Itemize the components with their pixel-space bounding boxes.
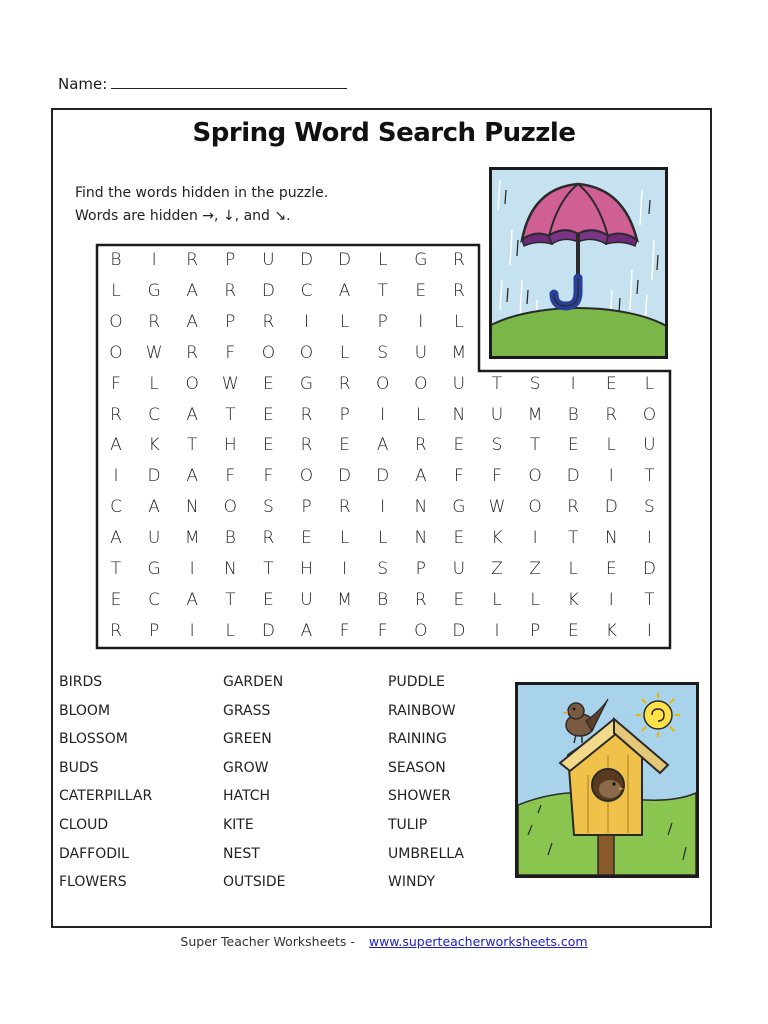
grid-letter[interactable]: R [414, 435, 427, 456]
grid-letter[interactable]: E [567, 620, 579, 641]
grid-letter[interactable]: O [414, 373, 428, 394]
grid-letter[interactable]: Z [529, 559, 541, 579]
footer [0, 934, 768, 949]
grid-letter[interactable]: L [377, 250, 388, 270]
grid-letter[interactable]: G [414, 250, 428, 270]
word-item: UMBRELLA [388, 845, 465, 862]
grid-letter[interactable]: E [453, 589, 465, 610]
grid-letter[interactable]: A [376, 435, 389, 456]
word-item: WINDY [388, 874, 436, 891]
grid-letter[interactable]: O [375, 373, 390, 394]
grid-letter[interactable]: I [418, 311, 424, 332]
grid-letter[interactable]: T [644, 466, 655, 487]
grid-letter[interactable]: L [568, 559, 578, 579]
grid-letter[interactable]: S [529, 373, 541, 394]
grid-letter[interactable]: T [377, 280, 388, 301]
grid-letter[interactable]: I [570, 373, 576, 394]
grid-letter[interactable]: P [148, 620, 160, 641]
grid-letter[interactable]: L [339, 311, 350, 332]
instructions-line-2: Words are hidden →, ↓, and ↘. [75, 208, 291, 224]
grid-letter[interactable]: U [452, 559, 466, 579]
grid-letter[interactable]: D [452, 620, 466, 641]
grid-letter[interactable]: E [110, 589, 122, 610]
word-item: GROW [223, 759, 269, 776]
grid-letter[interactable]: R [567, 497, 580, 518]
grid-letter[interactable]: R [262, 528, 275, 549]
grid-letter[interactable]: R [262, 311, 275, 332]
word-item: BLOSSOM [59, 731, 128, 748]
grid-letter[interactable]: F [263, 466, 274, 487]
grid-letter[interactable]: L [377, 528, 388, 549]
grid-letter[interactable]: T [263, 559, 274, 579]
grid-letter[interactable]: R [224, 280, 237, 301]
birdhouse-icon [515, 682, 699, 878]
grid-letter[interactable]: I [494, 620, 500, 641]
grid-letter[interactable]: A [110, 435, 122, 456]
grid-letter[interactable]: A [186, 589, 198, 610]
grid-letter[interactable]: O [299, 342, 314, 363]
grid-letter[interactable]: I [151, 250, 157, 270]
grid-letter[interactable]: L [111, 280, 121, 301]
grid-letter[interactable]: C [148, 589, 161, 610]
grid-letter[interactable]: A [186, 311, 198, 332]
grid-letter[interactable]: C [300, 280, 313, 301]
grid-letter[interactable]: L [530, 589, 540, 610]
grid-letter[interactable]: B [567, 404, 579, 425]
grid-letter[interactable]: D [338, 250, 352, 270]
grid-letter[interactable]: B [377, 589, 389, 610]
grid-letter[interactable]: S [262, 497, 274, 518]
grid-letter[interactable]: R [338, 373, 351, 394]
grid-letter[interactable]: P [377, 311, 388, 332]
grid-letter[interactable]: G [299, 373, 314, 394]
grid-letter[interactable]: U [643, 435, 656, 456]
grid-letter[interactable]: F [454, 466, 464, 487]
grid-letter[interactable]: E [605, 373, 617, 394]
grid-letter[interactable]: P [415, 559, 426, 579]
grid-letter[interactable]: N [223, 559, 237, 579]
grid-letter[interactable]: R [110, 620, 122, 641]
grid-letter[interactable]: L [606, 435, 617, 456]
grid-letter[interactable]: A [300, 620, 313, 641]
word-item: BUDS [59, 759, 99, 776]
grid-letter[interactable]: C [148, 404, 161, 425]
word-item: BLOOM [59, 702, 111, 719]
grid-letter[interactable]: E [263, 404, 274, 425]
word-item: CLOUD [59, 816, 109, 833]
grid-letter[interactable]: N [604, 528, 618, 549]
grid-letter[interactable]: T [644, 589, 655, 610]
grid-letter[interactable]: G [452, 497, 466, 518]
grid-letter[interactable]: U [262, 250, 275, 270]
grid-letter[interactable]: A [148, 497, 160, 518]
grid-letter[interactable]: U [452, 373, 466, 394]
grid-letter[interactable]: A [110, 528, 122, 549]
word-item: HATCH [223, 788, 271, 805]
arrow-right-icon: → [202, 208, 215, 224]
grid-letter[interactable]: D [261, 280, 275, 301]
grid-letter[interactable]: I [189, 620, 195, 641]
grid-letter[interactable]: R [605, 404, 618, 425]
grid-letter[interactable]: U [490, 404, 504, 425]
grid-letter[interactable]: L [339, 342, 350, 363]
grid-letter[interactable]: O [223, 497, 237, 518]
grid-letter[interactable]: S [643, 497, 655, 518]
grid-letter[interactable]: I [342, 559, 348, 579]
grid-letter[interactable]: E [567, 435, 579, 456]
grid-letter[interactable]: P [529, 620, 541, 641]
word-list-column-2 [223, 672, 285, 901]
grid-letter[interactable]: O [109, 311, 123, 332]
word-item: GRASS [223, 702, 271, 719]
grid-letter[interactable]: D [338, 466, 352, 487]
grid-letter[interactable]: I [608, 589, 614, 610]
grid-letter[interactable]: T [225, 589, 236, 610]
footer-brand: Super Teacher Worksheets - [180, 934, 355, 949]
grid-letter[interactable]: E [453, 528, 465, 549]
grid-letter[interactable]: Z [491, 559, 503, 579]
grid-letter[interactable]: K [605, 620, 617, 641]
grid-letter[interactable]: D [566, 466, 580, 487]
grid-letter[interactable]: T [225, 404, 236, 425]
word-item: NEST [223, 845, 260, 862]
grid-letter[interactable]: M [527, 404, 543, 425]
grid-letter[interactable]: F [111, 373, 121, 394]
grid-letter[interactable]: I [303, 311, 309, 332]
grid-letter[interactable]: L [339, 528, 350, 549]
grid-letter[interactable]: P [225, 311, 236, 332]
grid-letter[interactable]: O [414, 620, 428, 641]
word-item: OUTSIDE [223, 874, 286, 891]
grid-letter[interactable]: E [301, 528, 312, 549]
grid-letter[interactable]: P [301, 497, 312, 518]
grid-letter[interactable]: E [453, 435, 465, 456]
word-item: KITE [223, 816, 254, 833]
grid-letter[interactable]: I [532, 528, 538, 549]
word-item: BIRDS [59, 674, 103, 690]
grid-letter[interactable]: E [605, 559, 617, 579]
grid-letter[interactable]: H [300, 559, 313, 579]
grid-letter[interactable]: F [492, 466, 502, 487]
grid-letter[interactable]: L [454, 311, 464, 332]
grid-letter[interactable]: W [221, 373, 239, 394]
grid-letter[interactable]: T [186, 435, 198, 456]
word-item: GREEN [223, 731, 272, 748]
grid-letter[interactable]: E [263, 589, 274, 610]
grid-letter[interactable]: P [225, 250, 236, 270]
grid-letter[interactable]: A [414, 466, 427, 487]
grid-letter[interactable]: I [608, 466, 614, 487]
grid-letter[interactable]: F [225, 466, 236, 487]
grid-letter[interactable]: W [145, 342, 163, 363]
grid-letter[interactable]: D [147, 466, 161, 487]
grid-letter[interactable]: L [492, 589, 502, 610]
grid-letter[interactable]: D [604, 497, 618, 518]
grid-letter[interactable]: G [147, 280, 161, 301]
grid-letter[interactable]: I [380, 404, 386, 425]
grid-letter[interactable]: R [148, 311, 160, 332]
grid-letter[interactable]: D [261, 620, 275, 641]
grid-letter[interactable]: G [147, 559, 161, 579]
grid-letter[interactable]: U [147, 528, 161, 549]
grid-letter[interactable]: R [300, 404, 313, 425]
grid-letter[interactable]: T [491, 373, 503, 394]
grid-letter[interactable]: R [110, 404, 122, 425]
grid-letter[interactable]: E [339, 435, 350, 456]
grid-letter[interactable]: O [642, 404, 657, 425]
grid-letter[interactable]: R [300, 435, 313, 456]
grid-letter[interactable]: B [110, 250, 122, 270]
grid-letter[interactable]: D [376, 466, 390, 487]
grid-letter[interactable]: T [110, 559, 122, 579]
grid-letter[interactable]: K [491, 528, 503, 549]
grid-letter[interactable]: N [452, 404, 466, 425]
grid-letter[interactable]: F [339, 620, 350, 641]
word-item: SHOWER [388, 788, 451, 805]
grid-letter[interactable]: H [223, 435, 237, 456]
grid-letter[interactable]: I [646, 528, 652, 549]
arrow-down-icon: ↓ [222, 208, 235, 224]
grid-letter[interactable]: N [185, 497, 199, 518]
grid-letter[interactable]: F [225, 342, 236, 363]
grid-letter[interactable]: L [149, 373, 159, 394]
arrow-diagonal-icon: ↘ [274, 208, 287, 224]
grid-letter[interactable]: M [184, 528, 200, 549]
grid-letter[interactable]: E [263, 373, 274, 394]
word-item: PUDDLE [388, 674, 445, 690]
grid-letter[interactable]: I [113, 466, 119, 487]
grid-letter[interactable]: I [380, 497, 386, 518]
grid-letter[interactable]: O [109, 342, 123, 363]
word-list-column-3 [388, 672, 464, 901]
grid-letter[interactable]: M [337, 589, 352, 610]
grid-letter[interactable]: F [377, 620, 388, 641]
grid-letter[interactable]: L [416, 404, 426, 425]
word-item: RAINBOW [388, 702, 456, 719]
grid-letter[interactable]: R [452, 250, 465, 270]
grid-letter[interactable]: A [338, 280, 351, 301]
grid-letter[interactable]: W [488, 497, 506, 518]
grid-letter[interactable]: P [339, 404, 350, 425]
grid-letter[interactable]: C [110, 497, 122, 518]
grid-letter[interactable]: T [529, 435, 541, 456]
grid-letter[interactable]: L [225, 620, 236, 641]
grid-letter[interactable]: R [452, 280, 465, 301]
footer-link[interactable]: www.superteacherworksheets.com [368, 934, 588, 949]
grid-letter[interactable]: O [528, 497, 542, 518]
grid-letter[interactable]: O [299, 466, 314, 487]
grid-letter[interactable]: N [414, 497, 428, 518]
grid-letter[interactable]: E [415, 280, 427, 301]
word-list-column-1 [59, 672, 152, 901]
grid-letter[interactable]: K [148, 435, 160, 456]
grid-letter[interactable]: U [414, 342, 428, 363]
grid-letter[interactable]: A [186, 404, 198, 425]
grid-letter[interactable]: O [185, 373, 199, 394]
grid-letter[interactable]: I [646, 620, 652, 641]
word-item: FLOWERS [59, 874, 127, 891]
word-item: TULIP [388, 816, 428, 833]
word-item: DAFFODIL [59, 845, 129, 862]
word-item: RAINING [388, 731, 447, 748]
word-item: CATERPILLAR [59, 788, 153, 805]
word-item: GARDEN [223, 674, 284, 690]
grid-letter[interactable]: E [263, 435, 274, 456]
grid-letter[interactable]: O [528, 466, 542, 487]
grid-letter[interactable]: B [224, 528, 236, 549]
grid-letter[interactable]: I [189, 559, 195, 579]
grid-letter[interactable]: D [642, 559, 656, 579]
grid-letter[interactable]: U [300, 589, 313, 610]
grid-letter[interactable]: M [451, 342, 467, 363]
grid-letter[interactable]: R [414, 589, 427, 610]
grid-letter[interactable]: R [186, 342, 199, 363]
grid-letter[interactable]: S [377, 342, 389, 363]
grid-letter[interactable]: D [299, 250, 314, 270]
grid-letter[interactable]: A [186, 466, 198, 487]
page-title: Spring Word Search Puzzle [192, 118, 576, 148]
instructions-line-1: Find the words hidden in the puzzle. [75, 185, 329, 201]
grid-letter[interactable]: A [186, 280, 198, 301]
word-item: SEASON [388, 759, 446, 776]
grid-letter[interactable]: R [186, 250, 199, 270]
grid-letter[interactable]: T [567, 528, 579, 549]
grid-letter[interactable]: R [338, 497, 351, 518]
grid-letter[interactable]: O [261, 342, 276, 363]
grid-letter[interactable]: K [567, 589, 579, 610]
grid-letter[interactable]: L [644, 373, 655, 394]
grid-letter[interactable]: S [491, 435, 503, 456]
grid-letter[interactable]: N [414, 528, 428, 549]
grid-letter[interactable]: S [377, 559, 389, 579]
name-label: Name: [58, 75, 108, 93]
